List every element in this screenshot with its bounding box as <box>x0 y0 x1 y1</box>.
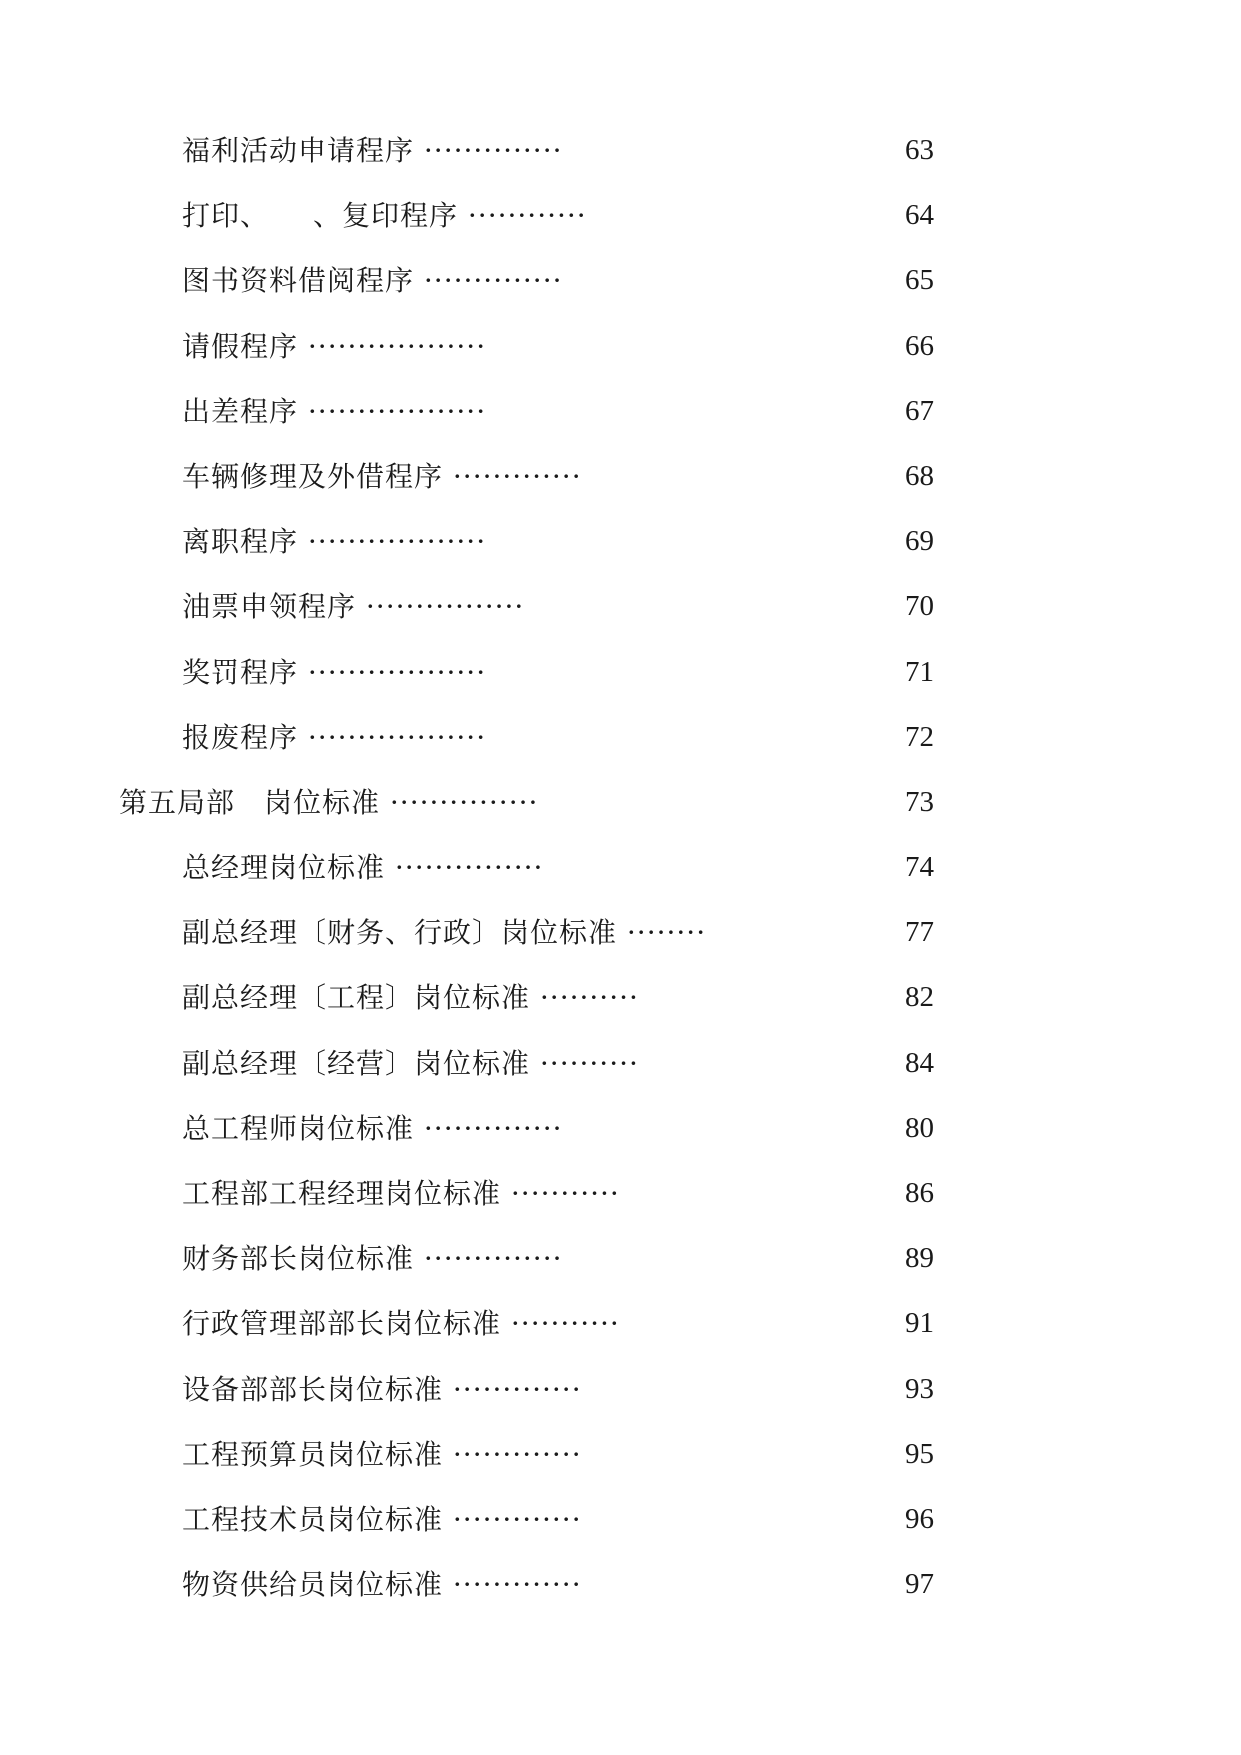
toc-entry-page-number: 97 <box>905 1568 934 1601</box>
toc-entry-page-number: 77 <box>905 916 934 949</box>
toc-entry-title: 设备部部长岗位标准 ············· <box>182 1372 582 1406</box>
toc-entry-page-number: 70 <box>905 590 934 623</box>
toc-entry-title: 工程技术员岗位标准 ············· <box>182 1502 582 1536</box>
toc-entry[interactable] <box>0 379 1241 444</box>
toc-entry-page-number: 73 <box>905 785 934 818</box>
toc-entry[interactable] <box>0 1552 1241 1617</box>
toc-entry[interactable] <box>0 118 1241 183</box>
toc-entry-title: 工程预算员岗位标准 ············· <box>182 1437 582 1471</box>
toc-entry-page-number: 69 <box>905 525 934 558</box>
toc-entry-title: 副总经理〔工程〕岗位标准 ·········· <box>182 981 639 1015</box>
toc-entry-title: 行政管理部部长岗位标准 ··········· <box>182 1307 620 1341</box>
toc-entry-page-number: 82 <box>905 981 934 1014</box>
toc-entry-page-number: 89 <box>905 1242 934 1275</box>
toc-entry-title: 财务部长岗位标准 ·············· <box>182 1242 563 1276</box>
toc-entry[interactable] <box>0 314 1241 379</box>
toc-entry[interactable] <box>0 1161 1241 1226</box>
toc-entry-page-number: 71 <box>905 655 934 688</box>
toc-entry[interactable] <box>0 1422 1241 1487</box>
toc-entry-page-number: 66 <box>905 329 934 362</box>
toc-entry-title: 打印、 、复印程序 ············ <box>182 199 587 233</box>
toc-entry[interactable] <box>0 444 1241 509</box>
toc-entry[interactable] <box>0 574 1241 639</box>
toc-entry-page-number: 93 <box>905 1372 934 1405</box>
toc-entry[interactable] <box>0 509 1241 574</box>
toc-entry[interactable] <box>0 900 1241 965</box>
toc-entry[interactable] <box>0 770 1241 835</box>
toc-entry-title: 福利活动申请程序 ·············· <box>182 134 563 167</box>
toc-entry-page-number: 74 <box>905 851 934 884</box>
toc-entry-title: 副总经理〔经营〕岗位标准 ·········· <box>182 1046 639 1080</box>
toc-entry-page-number: 68 <box>905 459 934 492</box>
toc-entry-title: 离职程序 ·················· <box>182 525 487 559</box>
toc-entry[interactable] <box>0 248 1241 313</box>
toc-entry-title: 第五局部 岗位标准 ··············· <box>119 785 539 819</box>
toc-entry-page-number: 86 <box>905 1177 934 1209</box>
toc-entry-page-number: 91 <box>905 1307 934 1340</box>
table-of-contents <box>0 118 1241 1617</box>
toc-entry-title: 油票申领程序 ················ <box>182 590 525 624</box>
toc-entry[interactable] <box>0 1031 1241 1096</box>
toc-entry-page-number: 67 <box>905 394 934 427</box>
toc-entry-title: 工程部工程经理岗位标准 ··········· <box>182 1177 620 1210</box>
toc-entry-page-number: 80 <box>905 1111 934 1144</box>
toc-entry-page-number: 84 <box>905 1046 934 1079</box>
toc-entry-page-number: 95 <box>905 1437 934 1470</box>
toc-entry-title: 物资供给员岗位标准 ············· <box>182 1568 582 1602</box>
toc-entry-title: 奖罚程序 ·················· <box>182 655 487 689</box>
toc-entry[interactable] <box>0 1291 1241 1356</box>
toc-entry-title: 总工程师岗位标准 ·············· <box>182 1111 563 1145</box>
toc-entry[interactable] <box>0 1096 1241 1161</box>
toc-entry-page-number: 63 <box>905 134 934 166</box>
toc-entry-title: 总经理岗位标准 ··············· <box>182 851 544 885</box>
toc-entry-title: 请假程序 ·················· <box>182 329 487 363</box>
toc-entry-page-number: 65 <box>905 264 934 297</box>
toc-entry[interactable] <box>0 1357 1241 1422</box>
toc-entry[interactable] <box>0 1226 1241 1291</box>
toc-entry-page-number: 72 <box>905 720 934 753</box>
toc-entry[interactable] <box>0 640 1241 705</box>
toc-entry-title: 出差程序 ·················· <box>182 394 487 428</box>
toc-entry[interactable] <box>0 965 1241 1030</box>
toc-entry-title: 报废程序 ·················· <box>182 720 487 754</box>
toc-entry-title: 图书资料借阅程序 ·············· <box>182 264 563 298</box>
toc-entry[interactable] <box>0 1487 1241 1552</box>
toc-entry[interactable] <box>0 835 1241 900</box>
toc-entry-title: 副总经理〔财务、行政〕岗位标准 ········ <box>182 916 707 950</box>
toc-entry[interactable] <box>0 183 1241 248</box>
toc-entry[interactable] <box>0 705 1241 770</box>
toc-entry-page-number: 64 <box>905 199 934 232</box>
toc-entry-page-number: 96 <box>905 1502 934 1535</box>
toc-entry-title: 车辆修理及外借程序 ············· <box>182 459 582 493</box>
